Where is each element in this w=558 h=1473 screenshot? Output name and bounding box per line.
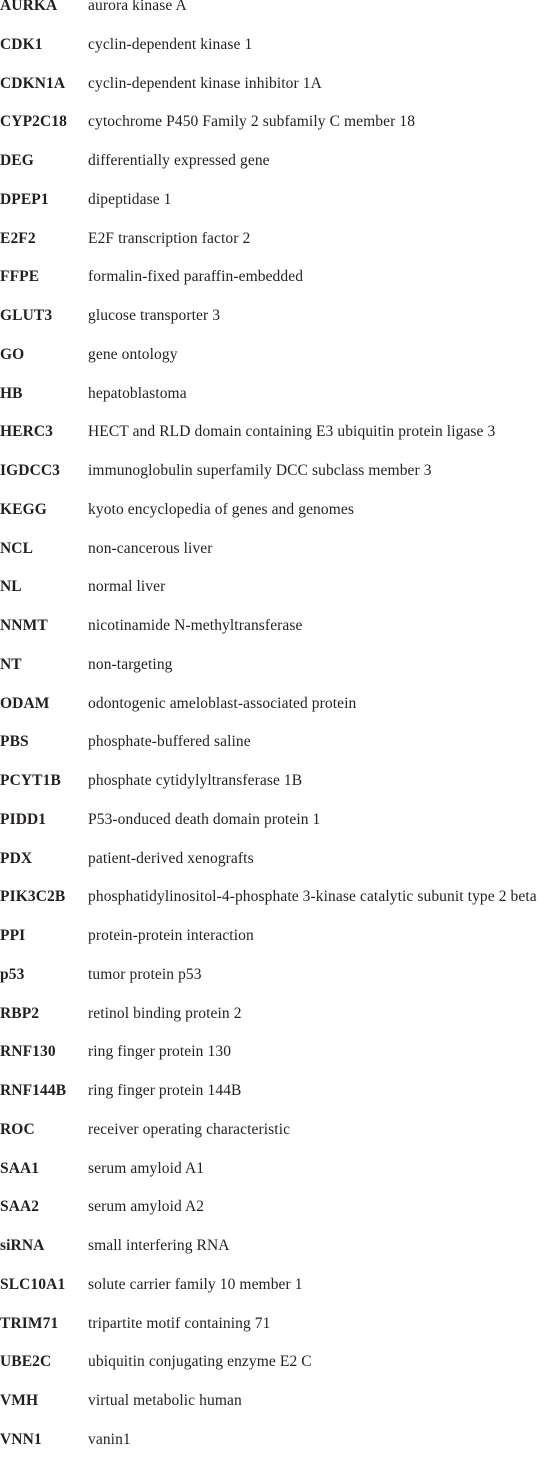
abbreviation-term: HERC3: [0, 423, 54, 441]
abbreviation-definition: retinol binding protein 2: [88, 1004, 242, 1022]
abbreviation-definition: P53-onduced death domain protein 1: [88, 810, 321, 828]
abbreviation-row: [0, 655, 558, 698]
abbreviation-definition: small interfering RNA: [88, 1237, 230, 1254]
abbreviation-row: [0, 268, 558, 310]
abbreviation-term: E2F2: [0, 229, 36, 247]
abbreviation-row: [0, 1159, 558, 1202]
abbreviation-row: [0, 1004, 558, 1047]
abbreviation-row: [0, 1314, 558, 1357]
abbreviation-row: [0, 152, 558, 194]
abbreviation-row: [0, 1237, 558, 1279]
abbreviation-term: SAA1: [0, 1159, 40, 1177]
abbreviation-row: [0, 462, 558, 504]
abbreviation-definition: kyoto encyclopedia of genes and genomes: [88, 500, 355, 518]
abbreviation-term: GO: [0, 345, 25, 363]
abbreviation-definition: virtual metabolic human: [88, 1392, 242, 1409]
abbreviation-definition: protein-protein interaction: [88, 927, 254, 944]
abbreviation-definition: aurora kinase A: [88, 0, 187, 14]
abbreviation-definition: vanin1: [88, 1430, 131, 1448]
abbreviation-term: NCL: [0, 539, 34, 557]
abbreviation-term: PBS: [0, 733, 29, 751]
abbreviation-definition: cyclin-dependent kinase inhibitor 1A: [88, 74, 322, 92]
abbreviation-definition: cytochrome P450 Family 2 subfamily C member 18: [88, 113, 416, 131]
abbreviation-row: [0, 423, 558, 465]
abbreviation-term: NT: [0, 655, 22, 673]
abbreviation-definition: immunoglobulin superfamily DCC subclass member 3: [88, 462, 432, 479]
abbreviation-row: [0, 1082, 558, 1124]
abbreviation-row: [0, 927, 558, 969]
abbreviation-term: PCYT1B: [0, 772, 61, 789]
abbreviation-definition: ubiquitin conjugating enzyme E2 C: [88, 1353, 312, 1371]
abbreviation-definition: serum amyloid A1: [88, 1159, 205, 1177]
abbreviation-row: [0, 307, 558, 349]
abbreviation-row: [0, 500, 558, 543]
abbreviation-definition: cyclin-dependent kinase 1: [88, 35, 253, 53]
abbreviation-term: KEGG: [0, 500, 47, 518]
abbreviation-term: PPI: [0, 927, 26, 944]
abbreviation-row: [0, 888, 558, 930]
abbreviation-definition: phosphate cytidylyltransferase 1B: [88, 772, 303, 789]
abbreviation-row: [0, 578, 558, 620]
abbreviation-term: PIDD1: [0, 810, 47, 828]
abbreviation-definition: non-targeting: [88, 655, 173, 673]
abbreviation-term: RBP2: [0, 1004, 40, 1022]
abbreviation-term: CDK1: [0, 35, 43, 53]
abbreviation-row: [0, 772, 558, 814]
abbreviation-definition: patient-derived xenografts: [88, 849, 254, 867]
abbreviation-term: siRNA: [0, 1237, 45, 1254]
abbreviation-definition: glucose transporter 3: [88, 307, 221, 324]
abbreviation-definition: phosphatidylinositol-4-phosphate 3-kinase catalytic subunit type 2 beta: [88, 888, 537, 906]
abbreviation-term: UBE2C: [0, 1353, 52, 1371]
abbreviation-row: [0, 733, 558, 775]
abbreviation-definition: tumor protein p53: [88, 965, 202, 983]
abbreviation-term: CDKN1A: [0, 74, 66, 92]
abbreviation-definition: formalin-fixed paraffin-embedded: [88, 268, 304, 286]
abbreviation-definition: non-cancerous liver: [88, 539, 213, 557]
abbreviation-row: [0, 345, 558, 388]
abbreviation-definition: differentially expressed gene: [88, 152, 270, 169]
abbreviation-row: [0, 1275, 558, 1318]
abbreviation-term: DEG: [0, 152, 34, 169]
abbreviation-term: PIK3C2B: [0, 888, 66, 906]
abbreviation-term: ROC: [0, 1120, 35, 1138]
abbreviation-term: RNF130: [0, 1043, 56, 1061]
abbreviation-row: [0, 1198, 558, 1240]
abbreviation-row: [0, 190, 558, 233]
abbreviation-term: DPEP1: [0, 190, 49, 208]
abbreviation-row: [0, 384, 558, 427]
abbreviation-definition: serum amyloid A2: [88, 1198, 205, 1216]
abbreviation-term: FFPE: [0, 268, 40, 286]
abbreviation-definition: nicotinamide N-methyltransferase: [88, 617, 303, 634]
abbreviation-row: [0, 229, 558, 272]
abbreviation-definition: odontogenic ameloblast-associated protein: [88, 694, 357, 712]
abbreviation-term: NNMT: [0, 617, 48, 634]
abbreviation-term: AURKA: [0, 0, 58, 14]
abbreviation-row: [0, 113, 558, 155]
abbreviation-row: [0, 1430, 558, 1473]
abbreviation-definition: ring finger protein 144B: [88, 1082, 242, 1099]
abbreviation-term: GLUT3: [0, 307, 53, 324]
abbreviation-row: [0, 1353, 558, 1395]
abbreviation-row: [0, 849, 558, 892]
abbreviation-term: SAA2: [0, 1198, 40, 1216]
abbreviation-definition: dipeptidase 1: [88, 190, 172, 208]
abbreviation-definition: phosphate-buffered saline: [88, 733, 251, 751]
abbreviation-row: [0, 617, 558, 659]
abbreviation-row: [0, 74, 558, 117]
abbreviation-term: RNF144B: [0, 1082, 67, 1099]
abbreviation-term: IGDCC3: [0, 462, 61, 479]
abbreviation-definition: E2F transcription factor 2: [88, 229, 251, 247]
abbreviation-term: VMH: [0, 1392, 39, 1409]
abbreviation-definition: ring finger protein 130: [88, 1043, 232, 1061]
abbreviation-row: [0, 694, 558, 737]
abbreviation-row: [0, 1120, 558, 1163]
abbreviation-term: TRIM71: [0, 1314, 59, 1332]
abbreviation-row: [0, 1043, 558, 1085]
abbreviation-term: CYP2C18: [0, 113, 67, 131]
abbreviation-term: NL: [0, 578, 22, 596]
abbreviation-definition: receiver operating characteristic: [88, 1120, 291, 1138]
abbreviation-term: ODAM: [0, 694, 50, 712]
abbreviation-term: VNN1: [0, 1430, 42, 1448]
abbreviation-term: HB: [0, 384, 23, 402]
abbreviation-term: PDX: [0, 849, 33, 867]
abbreviation-row: [0, 965, 558, 1008]
abbreviation-definition: hepatoblastoma: [88, 384, 187, 402]
abbreviation-row: [0, 35, 558, 78]
abbreviation-row: [0, 0, 558, 39]
abbreviation-definition: tripartite motif containing 71: [88, 1314, 271, 1332]
abbreviation-definition: HECT and RLD domain containing E3 ubiquitin protein ligase 3: [88, 423, 496, 441]
abbreviation-row: [0, 810, 558, 853]
abbreviation-definition: solute carrier family 10 member 1: [88, 1275, 303, 1293]
abbreviation-definition: normal liver: [88, 578, 166, 596]
abbreviation-row: [0, 1392, 558, 1434]
abbreviation-term: SLC10A1: [0, 1275, 66, 1293]
abbreviation-term: p53: [0, 965, 25, 983]
abbreviation-row: [0, 539, 558, 582]
abbreviation-definition: gene ontology: [88, 345, 178, 363]
